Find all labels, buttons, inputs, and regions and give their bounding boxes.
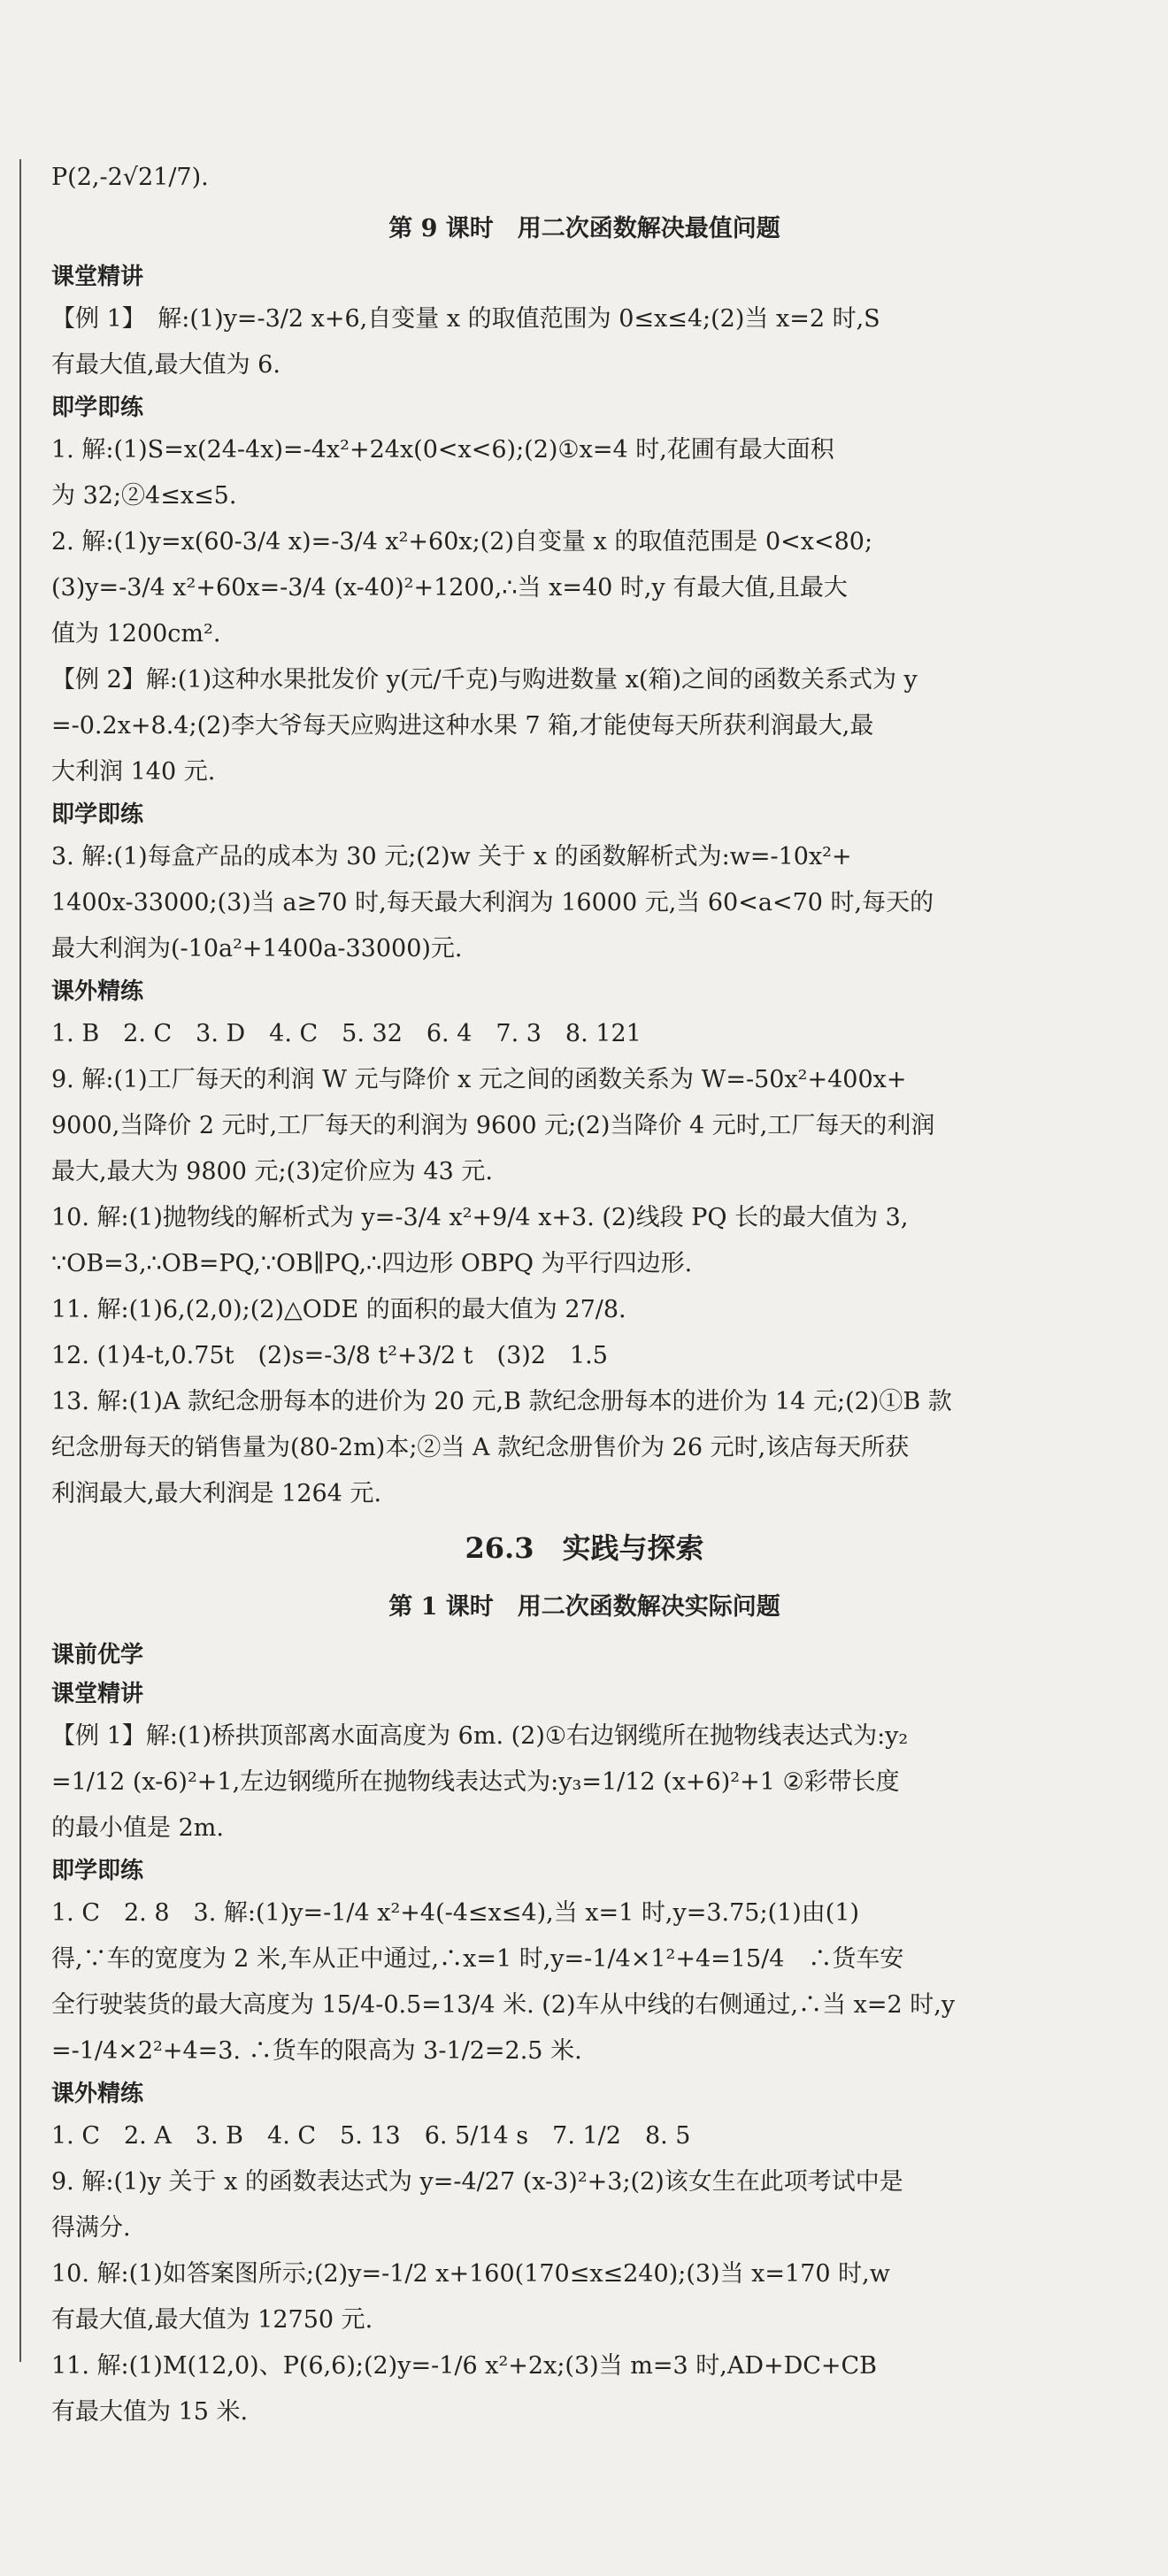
text-line: 得,∵车的宽度为 2 米,车从正中通过,∴x=1 时,y=-1/4×1²+4=15/4 ∴货车安 [51,1945,904,1973]
text-line: 1. B 2. C 3. D 4. C 5. 32 6. 4 7. 3 8. 121 [51,1020,642,1047]
text-line: 12. (1)4-t,0.75t (2)s=-3/8 t²+3/2 t (3)2 1.5 [51,1342,608,1369]
text-line: =-1/4×2²+4=3. ∴货车的限高为 3-1/2=2.5 米. [51,2037,582,2065]
section-heading: 课外精练 [51,2081,144,2107]
answer-text [51,155,1118,2435]
margin-rule [19,159,21,2362]
text-line: 1. C 2. 8 3. 解:(1)y=-1/4 x²+4(-4≤x≤4),当 x=1 时,y=3.75;(1)由(1) [51,1899,860,1927]
lesson-title: 第 1 课时 用二次函数解决实际问题 [388,1593,780,1621]
text-line: (3)y=-3/4 x²+60x=-3/4 (x-40)²+1200,∴当 x=40 时,y 有最大值,且最大 [51,574,848,602]
text-line: 10. 解:(1)抛物线的解析式为 y=-3/4 x²+9/4 x+3. (2)线段 PQ 长的最大值为 3, [51,1204,909,1231]
text-line: 2. 解:(1)y=x(60-3/4 x)=-3/4 x²+60x;(2)自变量 x 的取值范围是 0<x<80; [51,528,873,556]
text-line: 【例 1】解:(1)桥拱顶部离水面高度为 6m. (2)①右边钢缆所在抛物线表达式为:y₂ [51,1722,909,1750]
text-line: 1400x-33000;(3)当 a≥70 时,每天最大利润为 16000 元,当 60<a<70 时,每天的 [51,889,934,916]
text-line: 10. 解:(1)如答案图所示;(2)y=-1/2 x+160(170≤x≤240);(3)当 x=170 时,w [51,2260,890,2288]
text-line: 11. 解:(1)M(12,0)、P(6,6);(2)y=-1/6 x²+2x;(3)当 m=3 时,AD+DC+CB [51,2352,878,2380]
text-line: 为 32;②4≤x≤5. [51,482,237,510]
section-heading: 课堂精讲 [51,1681,144,1707]
text-line: 最大,最大为 9800 元;(3)定价应为 43 元. [51,1158,493,1185]
text-line: 值为 1200cm². [51,620,221,648]
lesson-title: 26.3 实践与探索 [465,1531,704,1565]
text-line: 最大利润为(-10a²+1400a-33000)元. [51,935,463,962]
section-heading: 即学即练 [51,395,144,421]
text-line: 11. 解:(1)6,(2,0);(2)△ODE 的面积的最大值为 27/8. [51,1296,626,1323]
text-line: 有最大值,最大值为 6. [51,351,280,379]
text-line: ∵OB=3,∴OB=PQ,∵OB∥PQ,∴四边形 OBPQ 为平行四边形. [51,1250,693,1277]
section-heading: 课堂精讲 [51,264,144,290]
text-line: 3. 解:(1)每盒产品的成本为 30 元;(2)w 关于 x 的函数解析式为:w=-10x²+ [51,843,852,870]
text-line: 利润最大,最大利润是 1264 元. [51,1480,382,1507]
text-line: 大利润 140 元. [51,758,216,786]
text-line: 有最大值,最大值为 12750 元. [51,2306,373,2334]
text-line: 的最小值是 2m. [51,1814,224,1842]
text-line: P(2,-2√21/7). [51,164,209,191]
section-heading: 即学即练 [51,801,144,828]
text-line: 9000,当降价 2 元时,工厂每天的利润为 9600 元;(2)当降价 4 元时,工厂每天的利润 [51,1112,935,1139]
section-heading: 即学即练 [51,1858,144,1884]
text-line: 有最大值为 15 米. [51,2398,249,2426]
text-line: =-0.2x+8.4;(2)李大爷每天应购进这种水果 7 箱,才能使每天所获利润最大,最 [51,712,874,740]
text-line: 13. 解:(1)A 款纪念册每本的进价为 20 元,B 款纪念册每本的进价为 14 元;(2)①B 款 [51,1388,952,1415]
text-line: 【例 2】解:(1)这种水果批发价 y(元/千克)与购进数量 x(箱)之间的函数关系式为 y [51,666,918,694]
section-heading: 课外精练 [51,978,144,1005]
text-line: =1/12 (x-6)²+1,左边钢缆所在抛物线表达式为:y₃=1/12 (x+6)²+1 ②彩带长度 [51,1768,900,1796]
text-line: 1. 解:(1)S=x(24-4x)=-4x²+24x(0<x<6);(2)①x=4 时,花圃有最大面积 [51,436,834,464]
text-line: 得满分. [51,2214,131,2242]
text-line: 9. 解:(1)y 关于 x 的函数表达式为 y=-4/27 (x-3)²+3;(2)该女生在此项考试中是 [51,2168,903,2196]
text-line: 1. C 2. A 3. B 4. C 5. 13 6. 5/14 s 7. 1/2 8. 5 [51,2122,691,2150]
section-heading: 课前优学 [51,1642,144,1668]
text-line: 【例 1】 解:(1)y=-3/2 x+6,自变量 x 的取值范围为 0≤x≤4;(2)当 x=2 时,S [51,305,880,333]
text-line: 全行驶装货的最大高度为 15/4-0.5=13/4 米. (2)车从中线的右侧通过,∴当 x=2 时,y [51,1991,956,2019]
lesson-title: 第 9 课时 用二次函数解决最值问题 [388,215,780,242]
text-line: 纪念册每天的销售量为(80-2m)本;②当 A 款纪念册售价为 26 元时,该店每天所获 [51,1434,910,1461]
text-line: 9. 解:(1)工厂每天的利润 W 元与降价 x 元之间的函数关系为 W=-50x²+400x+ [51,1066,907,1093]
